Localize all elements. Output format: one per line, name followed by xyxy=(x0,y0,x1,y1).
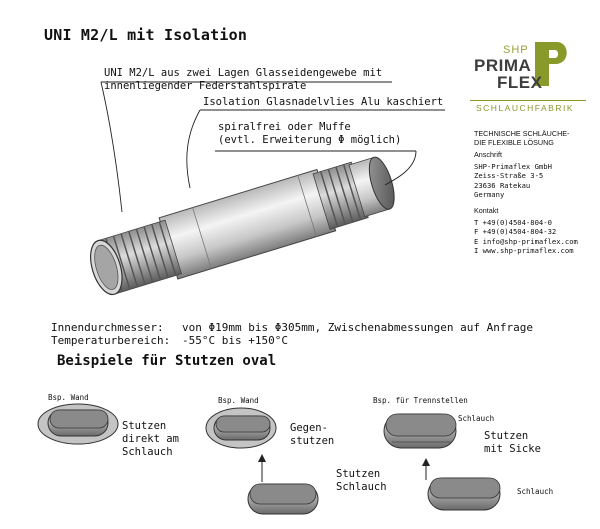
example2-arrow xyxy=(258,454,266,482)
contact-label: Kontakt xyxy=(474,206,499,215)
spec-value: -55°C bis +150°C xyxy=(182,334,288,347)
logo-flex-text: FLEX xyxy=(497,73,543,92)
spec-value: von Φ19mm bis Φ305mm, Zwischenabmessungen auf Anfrage xyxy=(182,321,533,334)
page-title: UNI M2/L mit Isolation xyxy=(44,26,248,44)
example2b-caption-line1: Stutzen xyxy=(336,468,381,480)
insulation-body xyxy=(159,170,336,279)
callout-insulation xyxy=(203,96,443,109)
example3-bottom-hose-label: Schlauch xyxy=(517,487,554,496)
example1-caption-line3: Schlauch xyxy=(122,446,173,458)
company-name: SHP-Primaflex GmbH xyxy=(474,162,552,172)
spec-row xyxy=(51,321,533,334)
example1-caption xyxy=(122,420,179,459)
callout-insulation-text: Isolation Glasnadelvlies Alu kaschiert xyxy=(203,96,444,108)
callout-end xyxy=(218,121,401,147)
spec-row xyxy=(51,334,533,347)
example2-caption xyxy=(290,422,334,448)
example3-arrow xyxy=(422,458,430,480)
company-street: Zeiss-Straße 3-5 xyxy=(474,171,544,181)
example2-caption-line1: Gegen- xyxy=(290,422,328,434)
callout-layers-line2: innenliegender Federstahlspirale xyxy=(104,80,307,92)
example1-stub xyxy=(38,404,118,444)
example2-caption-line2: stutzen xyxy=(290,435,335,447)
callout-end-line2: (evtl. Erweiterung Φ möglich) xyxy=(218,134,402,146)
example3-bottom-hose xyxy=(428,478,500,510)
callout-layers-line1: UNI M2/L aus zwei Lagen Glasseidengewebe mit xyxy=(104,67,383,79)
spec-key: Innendurchmesser: xyxy=(51,321,164,334)
example3-caption xyxy=(484,430,541,456)
example2-hose-stub xyxy=(248,484,318,514)
example2-wall-label: Bsp. Wand xyxy=(218,396,259,405)
example2-counter-stub xyxy=(206,408,276,448)
contact-fax: F +49(0)4504-804-32 xyxy=(474,227,557,237)
tagline-line2: DIE FLEXIBLE LÖSUNG xyxy=(474,138,554,148)
example2b-caption-line2: Schlauch xyxy=(336,481,387,493)
example2b-caption xyxy=(336,468,387,494)
contact-web[interactable]: I www.shp-primaflex.com xyxy=(474,245,574,255)
example1-caption-line2: direkt am xyxy=(122,433,179,445)
example1-caption-line1: Stutzen xyxy=(122,420,167,432)
example3-caption-line2: mit Sicke xyxy=(484,443,541,455)
company-tagline xyxy=(474,129,569,147)
spec-key: Temperaturbereich: xyxy=(51,334,171,347)
tagline-line1: TECHNISCHE SCHLÄUCHE- xyxy=(474,129,570,138)
logo-subtitle: SCHLAUCHFABRIK xyxy=(476,103,574,113)
callout-layers xyxy=(104,67,382,93)
company-contact xyxy=(474,206,578,255)
callout-end-line1: spiralfrei oder Muffe xyxy=(218,121,351,133)
company-city: 23636 Ratekau xyxy=(474,180,531,190)
contact-email[interactable]: E info@shp-primaflex.com xyxy=(474,236,578,246)
example1-wall-label: Bsp. Wand xyxy=(48,393,89,402)
specifications xyxy=(51,321,533,347)
contact-phone[interactable]: T +49(0)4504-804-0 xyxy=(474,218,552,228)
examples-heading: Beispiele für Stutzen oval xyxy=(57,353,277,369)
company-country: Germany xyxy=(474,189,505,199)
logo-divider xyxy=(470,100,586,101)
example3-caption-line1: Stutzen xyxy=(484,430,529,442)
address-label: Anschrift xyxy=(474,150,502,159)
example3-label: Bsp. für Trennstellen xyxy=(373,396,468,405)
company-address xyxy=(474,150,552,199)
example3-top-hose xyxy=(384,414,456,448)
example3-top-hose-label: Schlauch xyxy=(458,414,495,423)
logo-prima-text: PRIMA xyxy=(474,56,532,75)
logo-shp-text: SHP xyxy=(503,44,529,56)
left-ribbed-end xyxy=(85,220,182,298)
